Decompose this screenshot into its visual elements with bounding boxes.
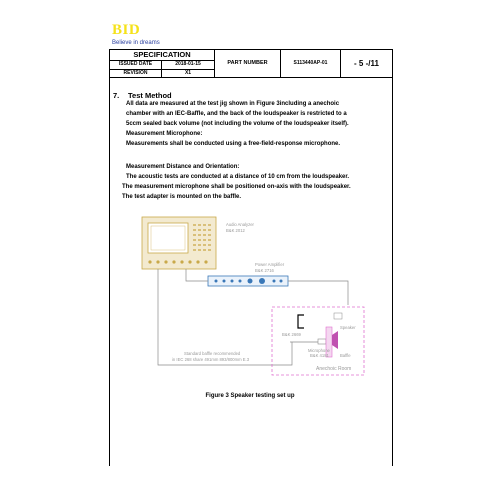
microphone-model: B&K 4181 xyxy=(310,353,329,358)
part-number-value: S113440AP-01 xyxy=(281,50,341,78)
revision-label: REVISION xyxy=(110,69,162,78)
distance-line: The test adapter is mounted on the baffle. xyxy=(122,194,242,200)
baffle-note-line-1: Standard baffle recommended xyxy=(184,351,241,356)
audio-analyzer xyxy=(142,217,216,269)
amplifier-label: Power Amplifier xyxy=(255,262,285,267)
intro-line: 5ccm sealed back volume (not including the volume of the loudspeaker itself). xyxy=(126,121,349,127)
preamp-label: B&K 2669 xyxy=(282,332,301,337)
analyzer-model: B&K 2012 xyxy=(226,228,245,233)
company-tagline: Believe in dreams xyxy=(112,40,160,46)
mic-heading: Measurement Microphone: xyxy=(126,131,203,137)
spec-title: SPECIFICATION xyxy=(110,50,215,61)
speaker-test-setup-diagram xyxy=(140,215,385,385)
document-header-table xyxy=(109,49,393,78)
company-logo: BID xyxy=(112,22,141,38)
distance-line: The acoustic tests are conducted at a distance of 10 cm from the loudspeaker. xyxy=(126,174,350,180)
amplifier-model: B&K 2716 xyxy=(255,268,274,273)
page-number: - 5 -/11 xyxy=(341,50,393,78)
analyzer-label: Audio Analyzer xyxy=(226,222,254,227)
distance-heading: Measurement Distance and Orientation: xyxy=(126,164,240,170)
intro-paragraph xyxy=(126,99,390,149)
distance-line: The measurement microphone shall be positioned on-axis with the loudspeaker. xyxy=(122,184,351,190)
anechoic-room-label: Anechoic Room xyxy=(316,366,352,372)
section-title: Test Method xyxy=(128,91,172,100)
speaker-label: Speaker xyxy=(340,325,356,330)
speaker-adapter xyxy=(334,313,342,319)
section-number: 7. xyxy=(113,91,120,100)
revision-value: X1 xyxy=(162,69,215,78)
mic-text: Measurements shall be conducted using a free-field-response microphone. xyxy=(126,141,341,147)
baffle-note-line-2: in IEC 268 share 491mm 893/800mm E.3 xyxy=(172,357,250,362)
microphone-label: Microphone xyxy=(308,348,330,353)
microphone-icon xyxy=(318,339,326,344)
figure-caption: Figure 3 Speaker testing set up xyxy=(205,393,295,399)
issued-date-label: ISSUED DATE xyxy=(110,61,162,70)
intro-line: All data are measured at the test jig shown in Figure 3including a anechoic xyxy=(126,101,340,107)
speaker-icon xyxy=(332,331,338,349)
microphone-mount xyxy=(298,315,304,328)
baffle-label: Baffle xyxy=(340,353,351,358)
part-number-label: PART NUMBER xyxy=(215,50,281,78)
intro-line: chamber with an IEC-Baffle, and the back of the loudspeaker is restricted to a xyxy=(126,111,347,117)
power-amplifier xyxy=(208,276,288,286)
distance-paragraph xyxy=(122,172,390,202)
issued-date-value: 2018-01-15 xyxy=(162,61,215,70)
